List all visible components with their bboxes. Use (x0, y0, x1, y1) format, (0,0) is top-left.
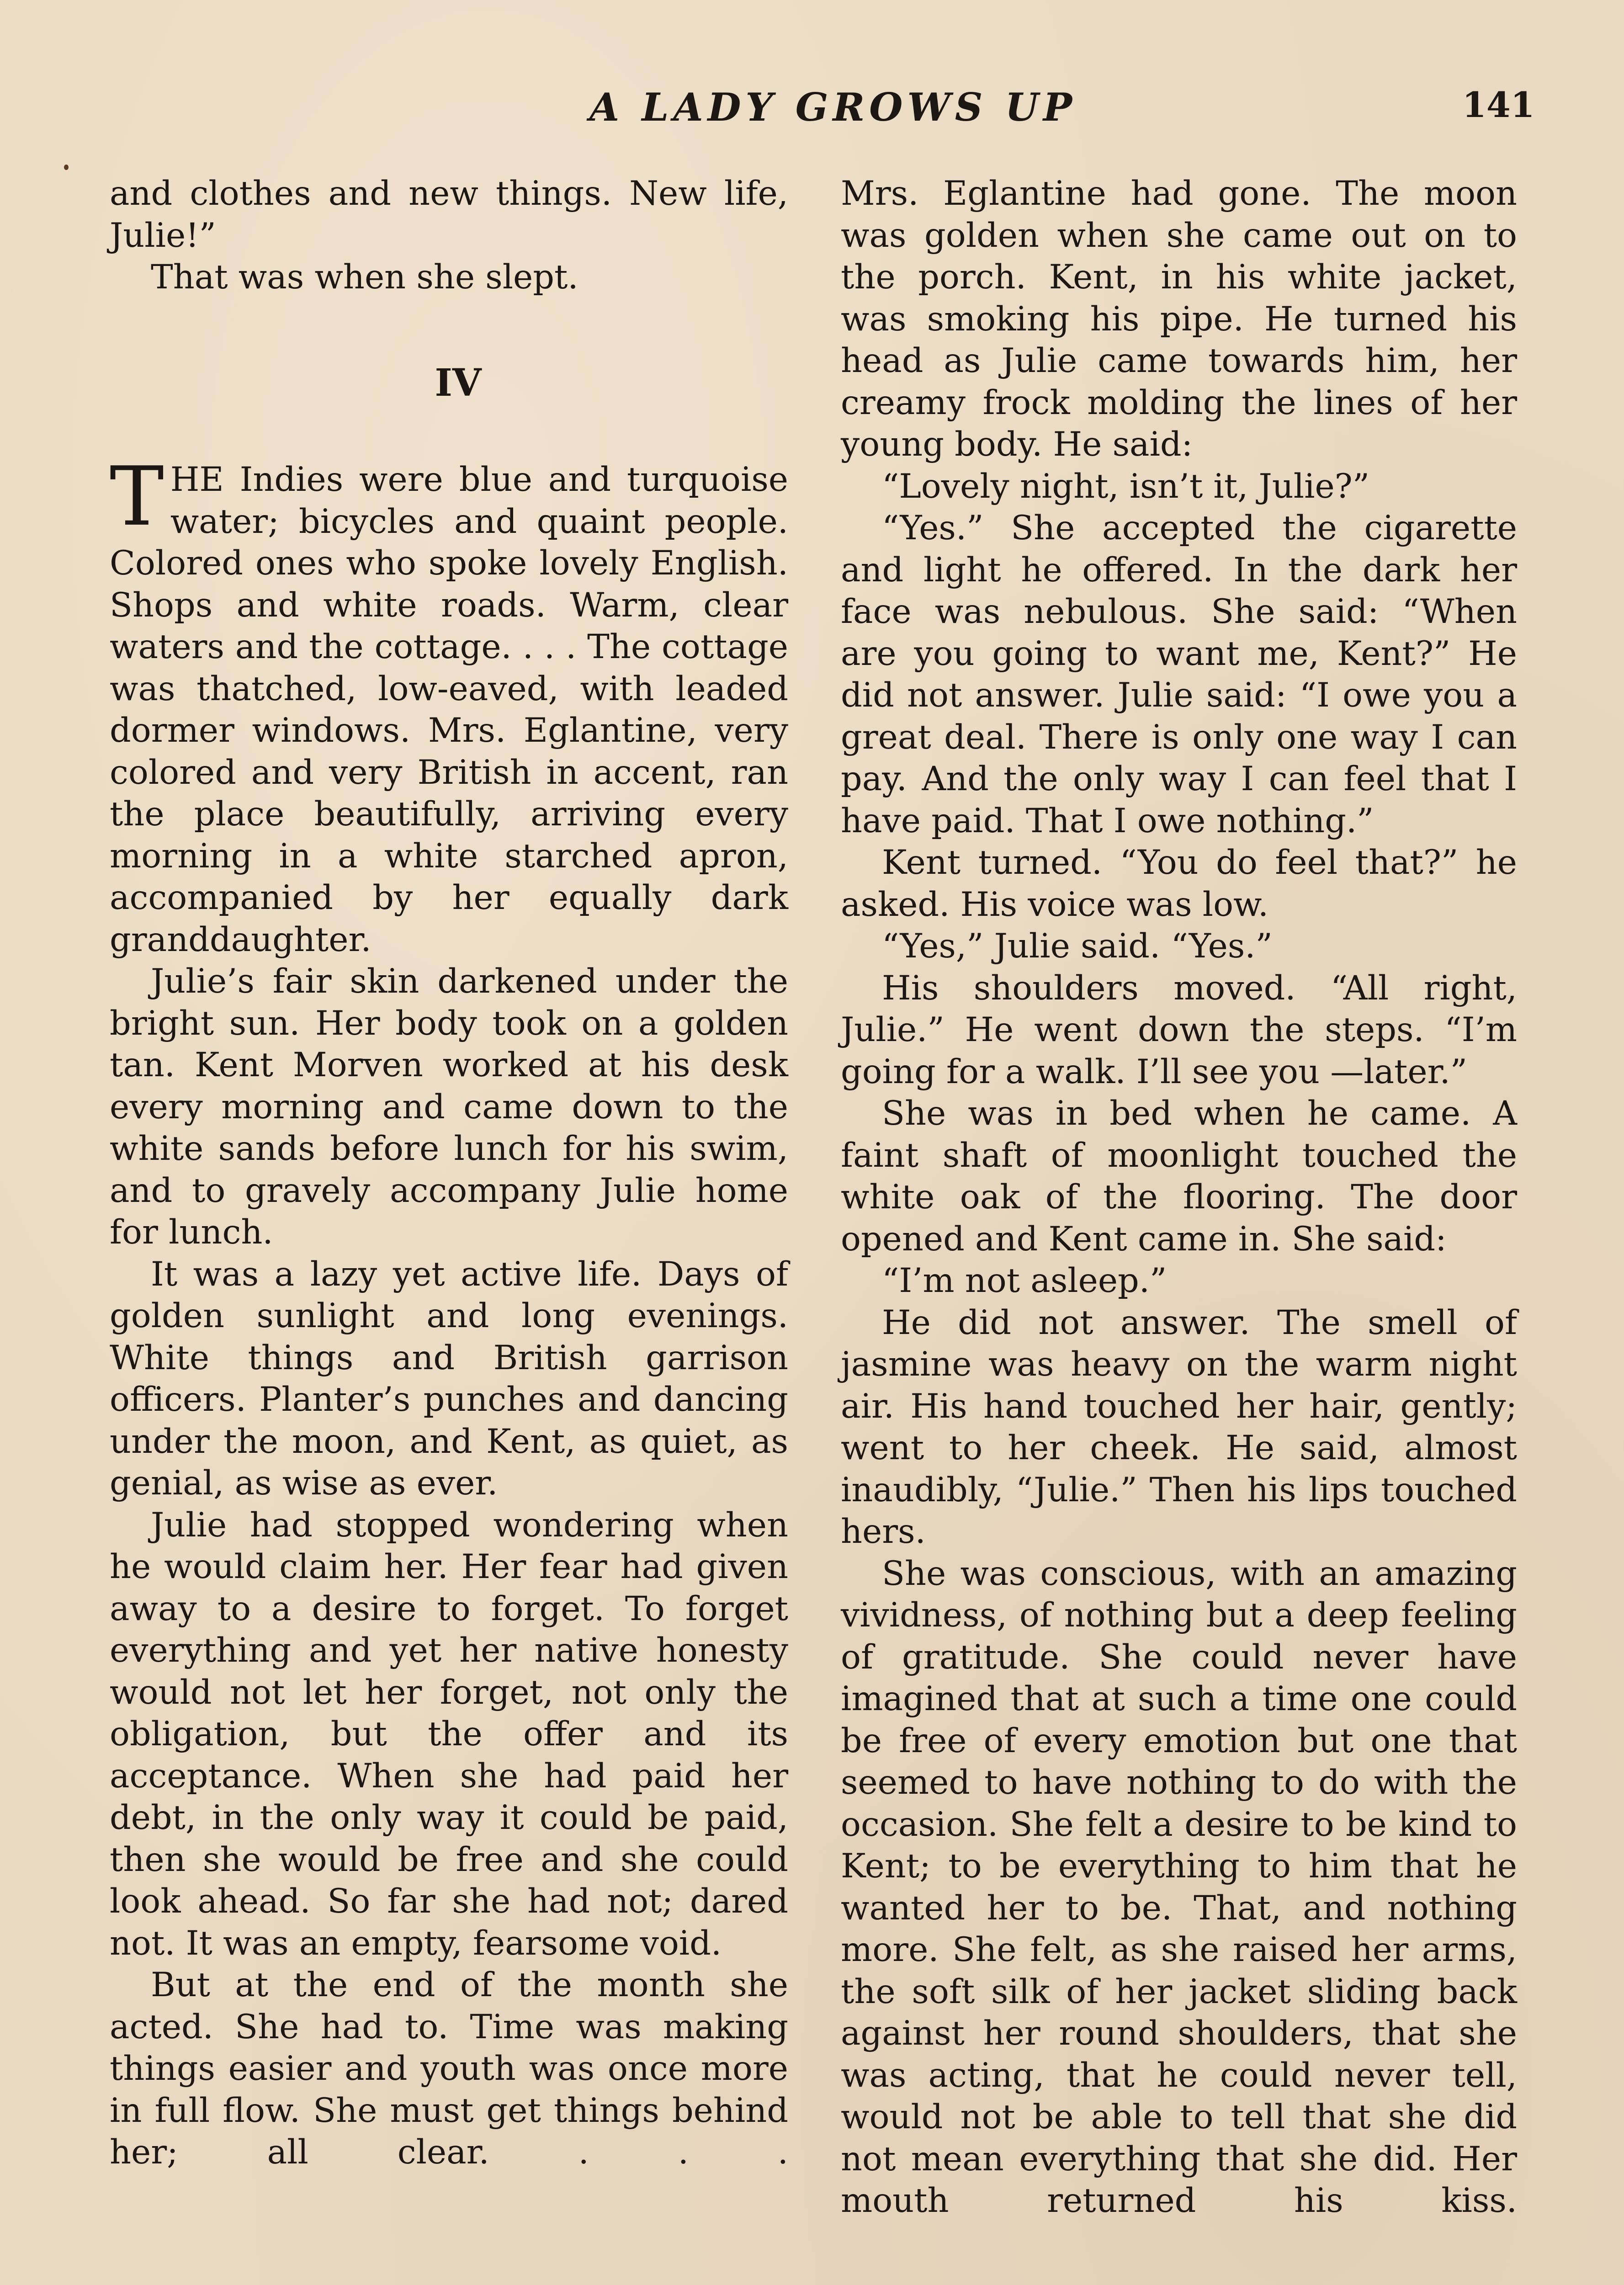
paragraph: “I’m not asleep.” (882, 1261, 1167, 1300)
paragraph: “Lovely night, isn’t it, Julie?” (882, 467, 1370, 506)
paragraph: She was in bed when he came. A faint shaft of moonlight touched the white oak of the flooring. The door opened and Kent came in. She said: (841, 1094, 1517, 1259)
drop-cap: T (110, 449, 164, 544)
paragraph: He did not answer. The smell of jasmine was heavy on the warm night air. His hand touched her hair, gently; went to her cheek. He said, almost inaudibly, “Julie.” Then his lips touched hers. (841, 1303, 1517, 1551)
left-column (110, 173, 788, 2173)
paragraph: “Yes,” Julie said. “Yes.” (882, 927, 1273, 966)
paper-speck (64, 165, 69, 170)
paragraph: Kent turned. “You do feel that?” he asked. His voice was low. (841, 843, 1517, 924)
section-numeral: IV (435, 361, 482, 405)
right-column (841, 173, 1517, 2222)
paragraph: Mrs. Eglantine had gone. The moon was golden when she came out on to the porch. Kent, in his white jacket, was smoking his pipe. He turned his head as Julie came towards him, her creamy frock molding the lines of her young body. He said: (841, 174, 1517, 464)
page-number: 141 (1462, 85, 1535, 125)
paragraph: She was conscious, with an amazing vividness, of nothing but a deep feeling of gratitude. She could never have imagined that at such a time one could be free of every emotion but one that seemed to have nothing to do with the occasion. She felt a desire to be kind to Kent; to be everything to him that he wanted her to be. That, and nothing more. She felt, as she raised her arms, the soft silk of her jacket sliding back against her round shoulders, that she was acting, that he could never tell, would not be able to tell that she did not mean everything that she did. Her mouth returned his kiss. (841, 1554, 1517, 2220)
paragraph-with-drop-cap (110, 449, 788, 961)
paragraph: His shoulders moved. “All right, Julie.” He went down the steps. “I’m going for a walk. I’ll see you —later.” (841, 968, 1517, 1091)
paragraph-text: HE Indies were blue and turquoise water; bicycles and quaint people. Colored ones who spoke lovely English. Shops and white roads. Warm, clear waters and the cottage. . . . The cottage was thatched, low-eaved, with leaded dormer windows. Mrs. Eglantine, very colored and very British in accent, ran the place beautifully, arriving every morning in a white starched apron, accompanied by her equally dark granddaughter. (110, 460, 788, 959)
paragraph: “Yes.” She accepted the cigarette and light he offered. In the dark her face was nebulous. She said: “When are you going to want me, Kent?” He did not answer. Julie said: “I owe you a great deal. There is only one way I can pay. And the only way I can feel that I have paid. That I owe nothing.” (841, 509, 1517, 840)
paragraph: and clothes and new things. New life, Julie!” (110, 174, 788, 255)
paragraph: Julie’s fair skin darkened under the bright sun. Her body took on a golden tan. Kent Morven worked at his desk every morning and came down to the white sands before lunch for his swim, and to gravely accompany Julie home for lunch. (110, 962, 788, 1252)
running-title: A LADY GROWS UP (589, 85, 1077, 130)
paragraph: Julie had stopped wondering when he would claim her. Her fear had given away to a desire to forget. To forget everything and yet her native honesty would not let her forget, not only the obligation, but the offer and its acceptance. When she had paid her debt, in the only way it could be paid, then she would be free and she could look ahead. So far she had not; dared not. It was an empty, fearsome void. (110, 1505, 788, 1963)
paragraph: But at the end of the month she acted. She had to. Time was making things easier and youth was once more in full flow. She must get things behind her; all clear. . . . (110, 1966, 788, 2172)
paragraph: It was a lazy yet active life. Days of golden sunlight and long evenings. White things and British garrison officers. Planter’s punches and dancing under the moon, and Kent, as quiet, as genial, as wise as ever. (110, 1254, 788, 1503)
paragraph: That was when she slept. (151, 258, 578, 297)
